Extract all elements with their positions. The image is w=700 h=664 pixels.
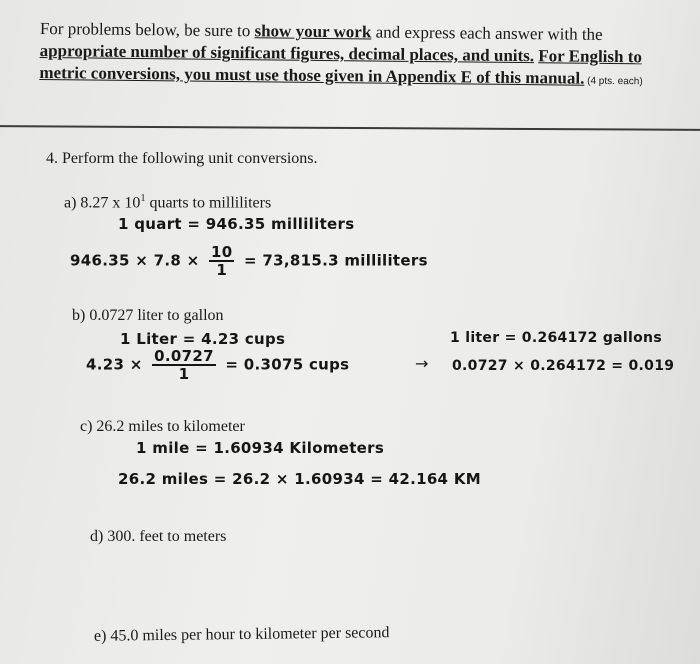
fraction-numerator: 0.0727 (154, 347, 214, 365)
problem-a-fraction (209, 244, 234, 278)
problem-d-label: d) 300. feet to meters (90, 528, 227, 545)
right-arrow-icon: → (415, 354, 429, 373)
problem-a-rest: quarts to milliliters (145, 194, 272, 212)
divider-line (0, 125, 700, 131)
fraction-denominator: 1 (178, 365, 190, 383)
problem-e-label: e) 45.0 miles per hour to kilometer per second (93, 624, 390, 645)
problem-b-work-prefix: 4.23 × (86, 355, 143, 374)
problem-c-work-line-1: 1 mile = 1.60934 Kilometers (136, 439, 385, 457)
show-work-emphasis: show your work (254, 21, 372, 42)
problem-b-work-result: = 0.3075 cups (225, 355, 350, 374)
problem-b-side-line-1: 1 liter = 0.264172 gallons (450, 330, 662, 346)
problem-a-work-line-2 (70, 244, 428, 278)
english-metric-emphasis: For English to metric conversions, you must use those given in Appendix E of this manual. (39, 46, 643, 88)
problem-a-work-line-1: 1 quart = 946.35 milliliters (118, 215, 355, 233)
instructions-lead: For problems below, be sure to (39, 18, 255, 41)
sig-figs-emphasis: appropriate number of significant figures, decimal places, and units. (39, 40, 535, 66)
problem-c-work-line-2: 26.2 miles = 26.2 × 1.60934 = 42.164 KM (118, 470, 481, 488)
fraction-numerator: 10 (211, 243, 233, 261)
problem-b-label: b) 0.0727 liter to gallon (72, 307, 224, 324)
problem-b-work-line-2 (86, 348, 349, 382)
points-note: (4 pts. each) (584, 75, 643, 88)
problem-b-fraction (152, 348, 216, 382)
problem-a-work-result: = 73,815.3 milliliters (244, 251, 428, 270)
problem-a-text: a) 8.27 x 10 (64, 194, 141, 212)
problem-b-side-line-2: 0.0727 × 0.264172 = 0.019 (452, 358, 675, 374)
instructions-mid: and express each answer with the (371, 22, 603, 44)
problem-b-work-line-1: 1 Liter = 4.23 cups (120, 330, 286, 348)
instructions-paragraph (39, 18, 690, 94)
problem-a-label (64, 193, 271, 212)
problem-4-heading: 4. Perform the following unit conversions. (46, 150, 318, 167)
problem-c-label: c) 26.2 miles to kilometer (80, 418, 245, 435)
problem-a-work-prefix: 946.35 × 7.8 × (70, 251, 200, 270)
problem-a-exponent: 1 (140, 193, 146, 204)
fraction-denominator: 1 (216, 261, 228, 279)
